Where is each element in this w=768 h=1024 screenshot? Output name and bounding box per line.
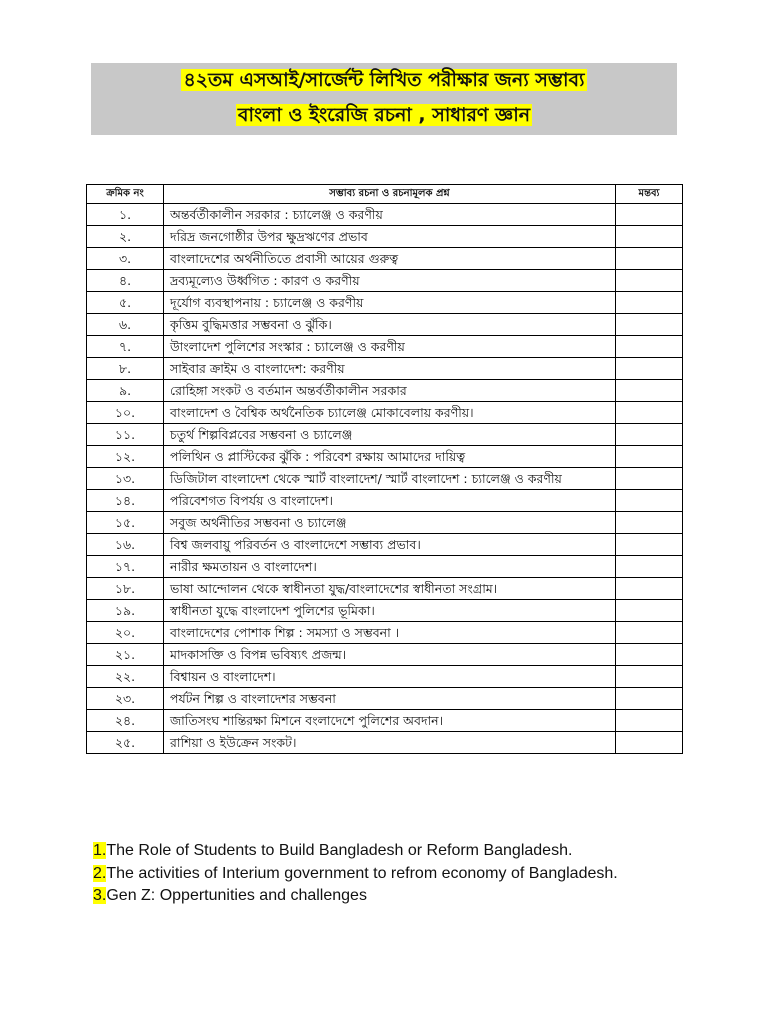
row-topic: বিশ্ব জলবায়ু পরিবর্তন ও বাংলাদেশে সম্ভাব্য প্রভাব। <box>164 534 616 556</box>
row-remark <box>616 424 683 446</box>
title-line-2 <box>91 101 677 129</box>
row-remark <box>616 402 683 424</box>
row-serial: ১৫. <box>87 512 164 534</box>
row-serial: ২২. <box>87 666 164 688</box>
english-topic-text: Gen Z: Oppertunities and challenges <box>106 887 367 904</box>
row-topic: স্বাধীনতা যুদ্ধে বাংলাদেশ পুলিশের ভূমিকা। <box>164 600 616 622</box>
row-topic: নারীর ক্ষমতায়ন ও বাংলাদেশ। <box>164 556 616 578</box>
row-serial: ২০. <box>87 622 164 644</box>
table-row <box>87 380 683 402</box>
row-topic: ভাষা আন্দোলন থেকে স্বাধীনতা যুদ্ধ/বাংলাদেশের স্বাধীনতা সংগ্রাম। <box>164 578 616 600</box>
table-row <box>87 292 683 314</box>
row-serial: ১০. <box>87 402 164 424</box>
row-topic: চতুর্থ শিল্পবিপ্লবের সম্ভবনা ও চ্যালেঞ্জ <box>164 424 616 446</box>
row-remark <box>616 292 683 314</box>
table-row <box>87 512 683 534</box>
row-remark <box>616 732 683 754</box>
row-remark <box>616 226 683 248</box>
english-topic-text: The activities of Interium government to refrom economy of Bangladesh. <box>106 864 618 882</box>
row-topic: রোহিঙ্গা সংকট ও বর্তমান অন্তর্বর্তীকালীন সরকার <box>164 380 616 402</box>
row-topic: পর্যটন শিল্প ও বাংলাদেশর সম্ভবনা <box>164 688 616 710</box>
header-serial: ক্রমিক নং <box>87 185 164 204</box>
table-row <box>87 226 683 248</box>
row-remark <box>616 204 683 226</box>
row-topic: পরিবেশগত বিপর্যয় ও বাংলাদেশ। <box>164 490 616 512</box>
row-serial: ২. <box>87 226 164 248</box>
table-row <box>87 248 683 270</box>
row-topic: পলিথিন ও প্লাস্টিকের ঝুঁকি : পরিবেশ রক্ষায় আমাদের দায়িত্ব <box>164 446 616 468</box>
row-topic: বাংলাদেশ ও বৈশ্বিক অর্থনৈতিক চ্যালেঞ্জ মোকাবেলায় করণীয়। <box>164 402 616 424</box>
row-serial: ২৫. <box>87 732 164 754</box>
table-row <box>87 490 683 512</box>
row-remark <box>616 644 683 666</box>
english-topics <box>93 840 653 908</box>
table-row <box>87 468 683 490</box>
row-remark <box>616 512 683 534</box>
row-topic: দ্রব্যমূল্যেও উর্ধ্বগিত : কারণ ও করণীয় <box>164 270 616 292</box>
table-row <box>87 622 683 644</box>
row-remark <box>616 534 683 556</box>
row-serial: ৬. <box>87 314 164 336</box>
row-serial: ১৭. <box>87 556 164 578</box>
table-row <box>87 644 683 666</box>
row-serial: ২৩. <box>87 688 164 710</box>
title-box <box>91 63 677 135</box>
row-remark <box>616 490 683 512</box>
row-serial: ২৪. <box>87 710 164 732</box>
row-topic: বিশ্বায়ন ও বাংলাদেশ। <box>164 666 616 688</box>
row-topic: দূর্যোগ ব্যবস্থাপনায় : চ্যালেঞ্জ ও করণীয় <box>164 292 616 314</box>
row-remark <box>616 446 683 468</box>
row-topic: অন্তর্বর্তীকালীন সরকার : চ্যালেঞ্জ ও করণীয় <box>164 204 616 226</box>
row-topic: বাংলাদেশের অর্থনীতিতে প্রবাসী আয়ের গুরুত্ব <box>164 248 616 270</box>
row-serial: ১. <box>87 204 164 226</box>
row-remark <box>616 468 683 490</box>
table-row <box>87 534 683 556</box>
row-serial: ১৪. <box>87 490 164 512</box>
row-topic: সবুজ অর্থনীতির সম্ভবনা ও চ্যালেঞ্জ <box>164 512 616 534</box>
row-remark <box>616 688 683 710</box>
title-line-1 <box>91 66 677 94</box>
row-serial: ৯. <box>87 380 164 402</box>
english-topic-2 <box>93 863 653 886</box>
row-serial: ১১. <box>87 424 164 446</box>
row-remark <box>616 578 683 600</box>
header-topic: সম্ভাব্য রচনা ও রচনামূলক প্রশ্ন <box>164 185 616 204</box>
row-serial: ৩. <box>87 248 164 270</box>
english-topic-number: 3. <box>93 887 107 904</box>
row-topic: রাশিয়া ও ইউক্রেন সংকট। <box>164 732 616 754</box>
table-header-row <box>87 185 683 204</box>
table-row <box>87 732 683 754</box>
row-topic: জাতিসংঘ শান্তিরক্ষা মিশনে বংলাদেশে পুলিশের অবদান। <box>164 710 616 732</box>
topics-table <box>86 184 683 754</box>
table-row <box>87 600 683 622</box>
row-remark <box>616 358 683 380</box>
row-remark <box>616 248 683 270</box>
table-row <box>87 270 683 292</box>
row-remark <box>616 314 683 336</box>
row-remark <box>616 622 683 644</box>
row-serial: ৭. <box>87 336 164 358</box>
row-serial: ২১. <box>87 644 164 666</box>
table-row <box>87 578 683 600</box>
row-serial: ৮. <box>87 358 164 380</box>
english-topic-3 <box>93 885 653 908</box>
row-serial: ১৬. <box>87 534 164 556</box>
row-serial: ১৩. <box>87 468 164 490</box>
row-remark <box>616 710 683 732</box>
row-serial: ১৯. <box>87 600 164 622</box>
table-row <box>87 666 683 688</box>
table-row <box>87 402 683 424</box>
row-remark <box>616 666 683 688</box>
row-serial: ৪. <box>87 270 164 292</box>
row-serial: ৫. <box>87 292 164 314</box>
row-topic: উাংলাদেশ পুলিশের সংস্কার : চ্যালেঞ্জ ও করণীয় <box>164 336 616 358</box>
row-topic: দরিদ্র জনগোষ্ঠীর উপর ক্ষুদ্রঋণের প্রভাব <box>164 226 616 248</box>
table-row <box>87 314 683 336</box>
row-topic: মাদকাসক্তি ও বিপন্ন ভবিষ্যৎ প্রজন্ম। <box>164 644 616 666</box>
table-row <box>87 424 683 446</box>
title-line-1-text: ৪২তম এসআই/সার্জেন্ট লিখিত পরীক্ষার জন্য সম্ভাব্য <box>183 69 585 91</box>
table-row <box>87 336 683 358</box>
row-serial: ১২. <box>87 446 164 468</box>
english-topic-text: The Role of Students to Build Bangladesh or Reform Bangladesh. <box>106 842 573 859</box>
table-row <box>87 688 683 710</box>
table-row <box>87 446 683 468</box>
row-topic: সাইবার ক্রাইম ও বাংলাদেশ: করণীয় <box>164 358 616 380</box>
row-serial: ১৮. <box>87 578 164 600</box>
header-remark: মন্তব্য <box>616 185 683 204</box>
row-topic: বাংলাদেশের পোশাক শিল্প : সমস্যা ও সম্ভবনা । <box>164 622 616 644</box>
title-line-2-text: বাংলা ও ইংরেজি রচনা , সাধারণ জ্ঞান <box>237 104 531 126</box>
row-remark <box>616 270 683 292</box>
english-topic-number: 2. <box>93 864 107 882</box>
english-topic-number: 1. <box>93 842 107 859</box>
table-row <box>87 710 683 732</box>
table-row <box>87 358 683 380</box>
english-topic-1 <box>93 840 653 863</box>
row-topic: কৃত্তিম বুদ্ধিমত্তার সম্ভবনা ও ঝুঁকি। <box>164 314 616 336</box>
row-remark <box>616 556 683 578</box>
row-remark <box>616 600 683 622</box>
row-remark <box>616 336 683 358</box>
table-row <box>87 204 683 226</box>
row-remark <box>616 380 683 402</box>
row-topic: ডিজিটাল বাংলাদেশ থেকে স্মার্ট বাংলাদেশ/ স্মার্ট বাংলাদেশ : চ্যালেঞ্জ ও করণীয় <box>164 468 616 490</box>
table-row <box>87 556 683 578</box>
